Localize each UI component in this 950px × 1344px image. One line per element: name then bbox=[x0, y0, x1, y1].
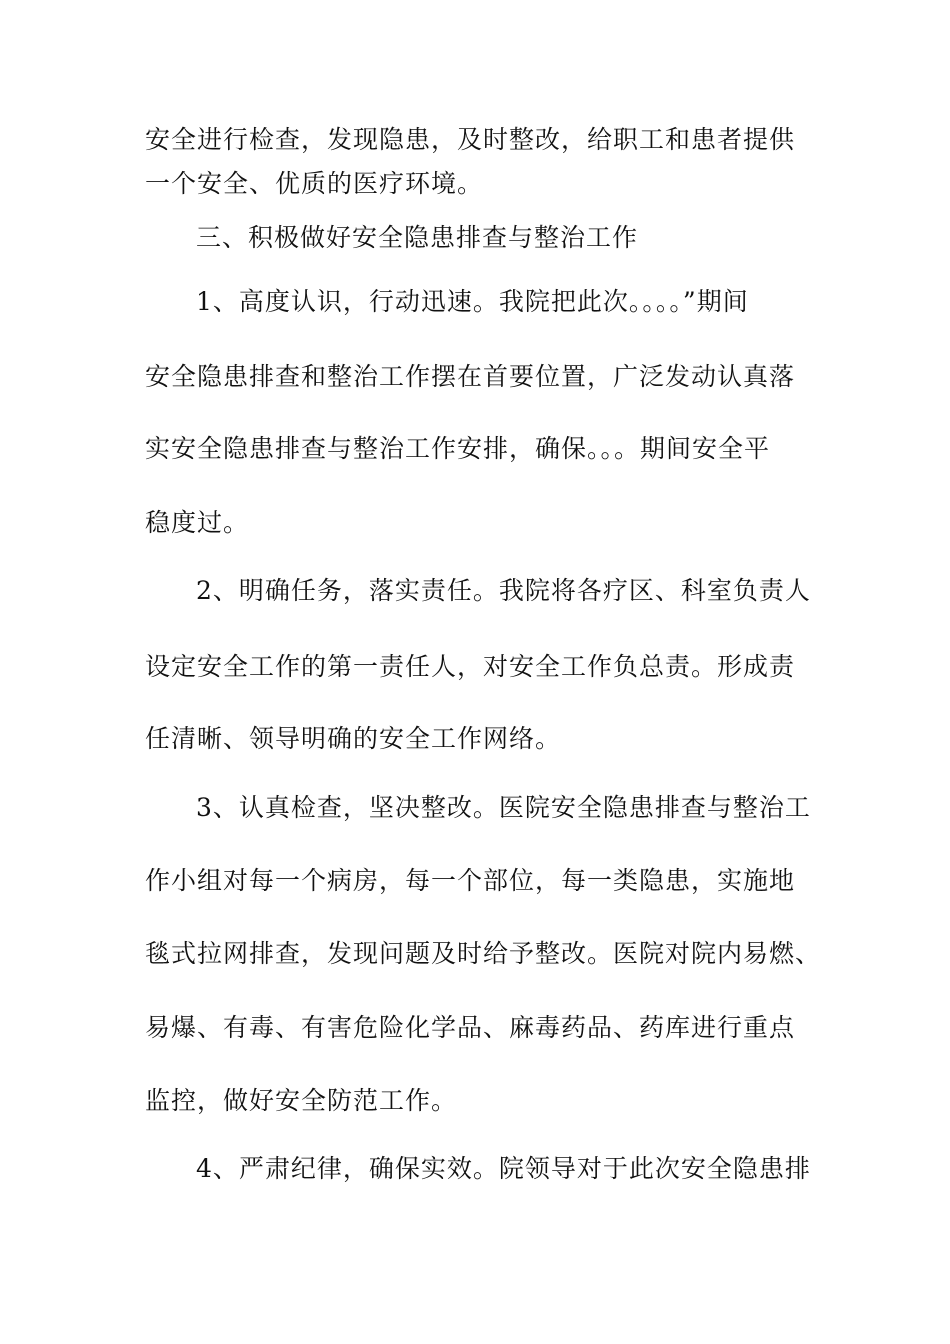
paragraph-4-start: 4、严肃纪律，确保实效。院领导对于此次安全隐患排 bbox=[196, 1154, 811, 1183]
text-line: 作小组对每一个病房，每一个部位，每一类隐患，实施地 bbox=[145, 866, 796, 895]
text-line: 任清晰、领导明确的安全工作网络。 bbox=[145, 724, 562, 753]
text-line: 监控，做好安全防范工作。 bbox=[145, 1086, 458, 1115]
section-heading: 三、积极做好安全隐患排查与整治工作 bbox=[196, 223, 639, 252]
paragraph-2-start: 2、明确任务，落实责任。我院将各疗区、科室负责人 bbox=[196, 576, 811, 605]
text-line: 安全隐患排查和整治工作摆在首要位置，广泛发动认真落 bbox=[145, 362, 796, 391]
text-line: 毯式拉网排查，发现问题及时给予整改。医院对院内易燃、 bbox=[145, 939, 822, 968]
text-line: 稳度过。 bbox=[145, 508, 250, 537]
text-line: 设定安全工作的第一责任人，对安全工作负总责。形成责 bbox=[145, 652, 796, 681]
paragraph-1-start: 1、高度认识，行动迅速。我院把此次。。。。”期间 bbox=[196, 287, 749, 316]
text-line: 安全进行检查，发现隐患，及时整改，给职工和患者提供 bbox=[145, 125, 796, 154]
paragraph-3-start: 3、认真检查，坚决整改。医院安全隐患排查与整治工 bbox=[196, 793, 811, 822]
text-line: 实安全隐患排查与整治工作安排，确保。。。期间安全平 bbox=[145, 434, 771, 463]
text-line: 一个安全、优质的医疗环境。 bbox=[145, 169, 484, 198]
text-line: 易爆、有毒、有害危险化学品、麻毒药品、药库进行重点 bbox=[145, 1013, 796, 1042]
